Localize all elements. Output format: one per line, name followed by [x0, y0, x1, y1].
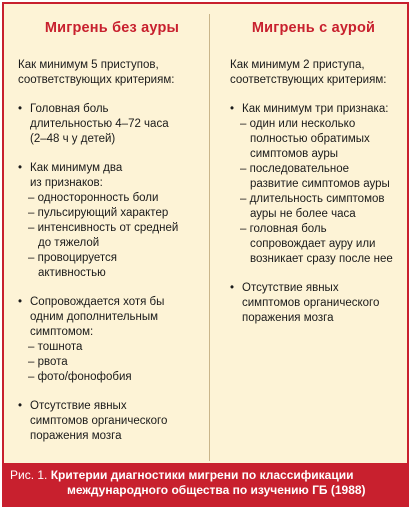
sub-criterion: – один или несколько полностью обратимых симптомов ауры: [240, 118, 370, 160]
criterion-bullet: [230, 281, 403, 326]
criterion-text: Отсутствие явных симптомов органического поражения мозга: [242, 282, 380, 324]
sub-criterion: – односторонность боли: [28, 192, 159, 204]
bullet-icon: •: [230, 103, 235, 115]
criterion-group: [230, 281, 403, 326]
caption-title-line-1: Критерии диагностики мигрени по классификации: [50, 468, 354, 482]
criterion-group: [18, 161, 206, 281]
criterion-text: Отсутствие явных симптомов органического поражения мозга: [30, 400, 168, 442]
bullet-icon: •: [18, 162, 23, 174]
bullet-icon: •: [230, 282, 235, 294]
sub-criterion: – фото/фонофобия: [28, 371, 132, 383]
criterion-text: Как минимум два из признаков:: [30, 162, 123, 189]
sub-criterion: – тошнота: [28, 341, 83, 353]
criterion-text: Сопровождается хотя бы одним дополнительным симптомом:: [30, 296, 165, 338]
sub-criterion: – головная боль сопровождает ауру или возникает сразу после нее: [240, 223, 393, 265]
criterion-bullet: [18, 295, 206, 340]
bullet-icon: •: [18, 103, 23, 115]
intro-text-without-aura: Как минимум 5 приступов, соответствующих критериям:: [18, 59, 175, 86]
criterion-bullet: [18, 102, 206, 147]
column-title-without-aura: Мигрень без ауры: [44, 20, 180, 36]
criterion-group: [18, 295, 206, 385]
criterion-bullet: [18, 399, 206, 444]
criterion-bullet: [230, 102, 403, 117]
sub-criterion: – пульсирующий характер: [28, 207, 169, 219]
criterion-group: [18, 102, 206, 147]
column-without-aura: [4, 4, 210, 463]
sub-criterion: – последовательное развитие симптомов ауры: [240, 163, 390, 190]
figure-label: Рис. 1.: [10, 468, 48, 482]
sub-criterion: – провоцируется активностью: [28, 252, 118, 279]
sub-criterion: – длительность симптомов ауры не более часа: [240, 193, 385, 220]
figure-caption: [4, 463, 407, 505]
column-title-with-aura: Мигрень с аурой: [251, 20, 376, 36]
criterion-bullet: [18, 161, 206, 191]
sub-criterion: – рвота: [28, 356, 68, 368]
bullet-icon: •: [18, 296, 23, 308]
caption-title-line-2: международного общества по изучению ГБ (1988): [67, 483, 366, 497]
sub-criterion: – интенсивность от средней до тяжелой: [28, 222, 179, 249]
criterion-text: Как минимум три признака:: [242, 103, 389, 115]
criterion-group: [18, 399, 206, 444]
criteria-figure: [2, 2, 409, 507]
criterion-group: [230, 102, 403, 267]
intro-text-with-aura: Как минимум 2 приступа, соответствующих критериям:: [230, 59, 387, 86]
criterion-text: Головная боль длительностью 4–72 часа (2–48 ч у детей): [30, 103, 169, 145]
bullet-icon: •: [18, 400, 23, 412]
column-with-aura: [210, 4, 407, 463]
